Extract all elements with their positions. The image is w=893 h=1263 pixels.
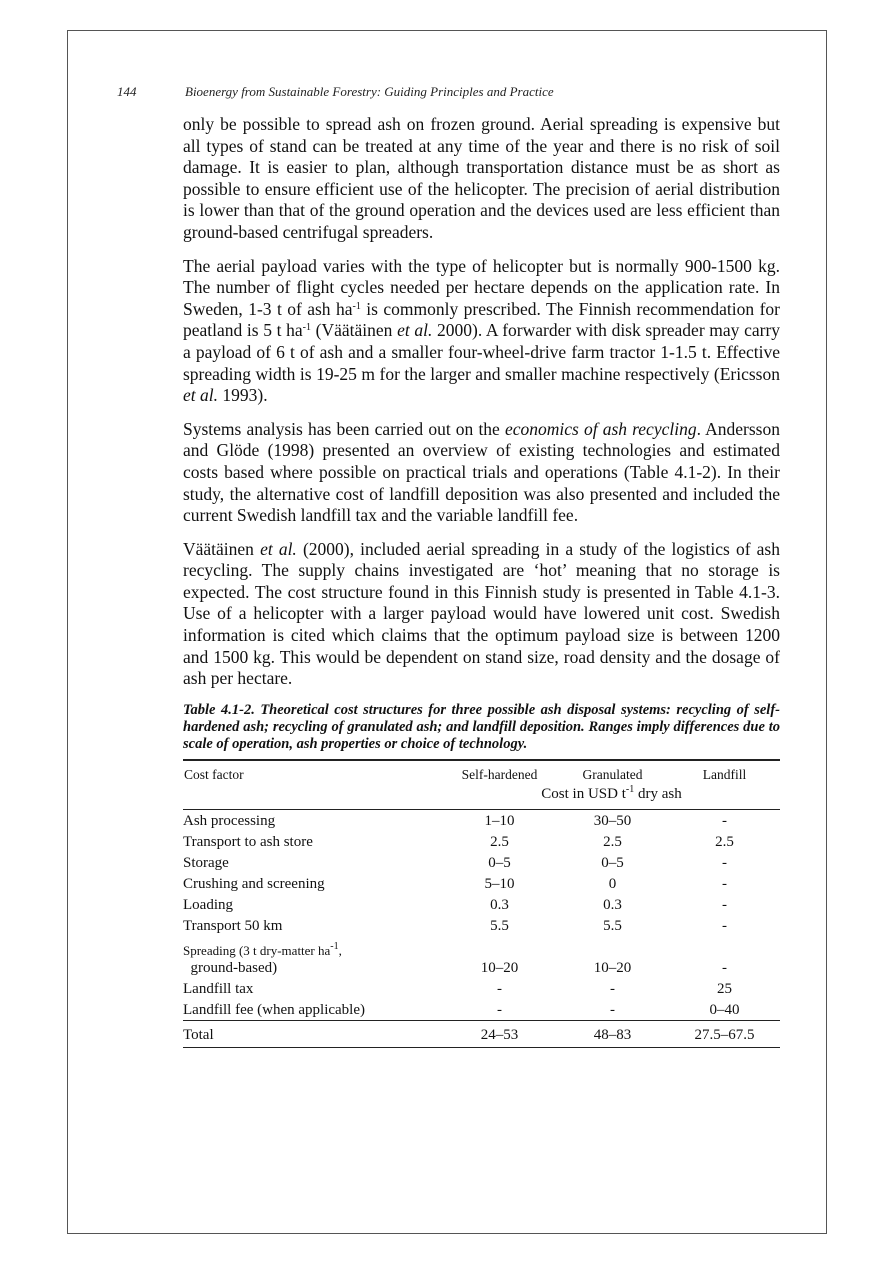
table-caption: Table 4.1-2. Theoretical cost structures for three possible ash disposal systems: recycling of self-hardened ash; recycling of granulated ash; and landfill deposition. Ranges imply differences due to scale of operation, ash properties or choice of technology.	[183, 701, 780, 752]
table-row: Crushing and screening 5–10 0 -	[183, 875, 727, 892]
table-row: Spreading (3 t dry-matter $ha^{-1}$, ground-based) 10–20 10–20 -	[183, 940, 727, 976]
unit-label: Cost in USD $t^{-1}$ dry ash	[443, 784, 780, 810]
paragraph-3: Systems analysis has been carried out on the economics of ash recycling. Andersson and Glöde (1998) presented an overview of existing technologies and estimated costs based where possible on practical trials and operations (Table 4.1-2). In their study, the alternative cost of landfill deposition was also presented and included the current Swedish landfill tax and the variable landfill fee.	[183, 418, 780, 526]
paragraph-1: only be possible to spread ash on frozen ground. Aerial spreading is expensive but all types of stand can be treated at any time of the year and there is no risk of soil damage. It is easier to plan, although transportation distance must be as short as possible to ensure efficient use of the helicopter. The precision of aerial distribution is lower than that of the ground operation and the devices used are less efficient than ground-based centrifugal spreaders.	[183, 114, 780, 242]
col-cost-factor: Cost factor	[183, 760, 443, 784]
col-self-hardened: Self-hardened	[443, 760, 556, 784]
table-row: Ash processing 1–10 30–50 -	[183, 812, 727, 829]
table-row: Transport 50 km 5.5 5.5 -	[183, 917, 727, 934]
page-body	[183, 114, 780, 1048]
table-row: Landfill fee (when applicable) - - 0–40	[183, 999, 780, 1021]
table-unit-row	[183, 784, 780, 810]
table-header-row	[183, 760, 780, 784]
col-landfill: Landfill	[669, 760, 780, 784]
table-row: Storage 0–5 0–5 -	[183, 854, 727, 871]
table-row: Landfill tax - - 25	[183, 980, 732, 997]
table-row: Loading 0.3 0.3 -	[183, 896, 727, 913]
cost-table	[183, 759, 780, 1048]
table-total-row: Total 24–53 48–83 27.5–67.5	[183, 1020, 780, 1047]
table-row: Transport to ash store 2.5 2.5 2.5	[183, 833, 734, 850]
col-granulated: Granulated	[556, 760, 669, 784]
paragraph-2: The aerial payload varies with the type of helicopter but is normally 900-1500 kg. The number of flight cycles needed per hectare depends on the application rate. In Sweden, 1-3 t of ash $ha^{-1}$ is commonly prescribed. The Finnish recommendation for peatland is 5 t $ha^{-1}$ (Väätäinen et al. 2000). A forwarder with disk spreader may carry a payload of 6 t of ash and a smaller four-wheel-drive farm tractor 1-1.5 t. Effective spreading width is 19-25 m for the larger and smaller machine respectively (Ericsson et al. 1993).	[183, 255, 781, 406]
running-title: Bioenergy from Sustainable Forestry: Guiding Principles and Practice	[185, 84, 554, 99]
paragraph-4: Väätäinen et al. (2000), included aerial spreading in a study of the logistics of ash recycling. The supply chains investigated are ‘hot’ meaning that no storage is expected. The cost structure found in this Finnish study is presented in Table 4.1-3. Use of a helicopter with a larger payload would have lowered unit cost. Swedish information is cited which claims that the optimum payload size is between 1200 and 1500 kg. This would be dependent on stand size, road density and the dosage of ash per hectare.	[183, 538, 780, 689]
page-number: 144	[117, 84, 137, 99]
